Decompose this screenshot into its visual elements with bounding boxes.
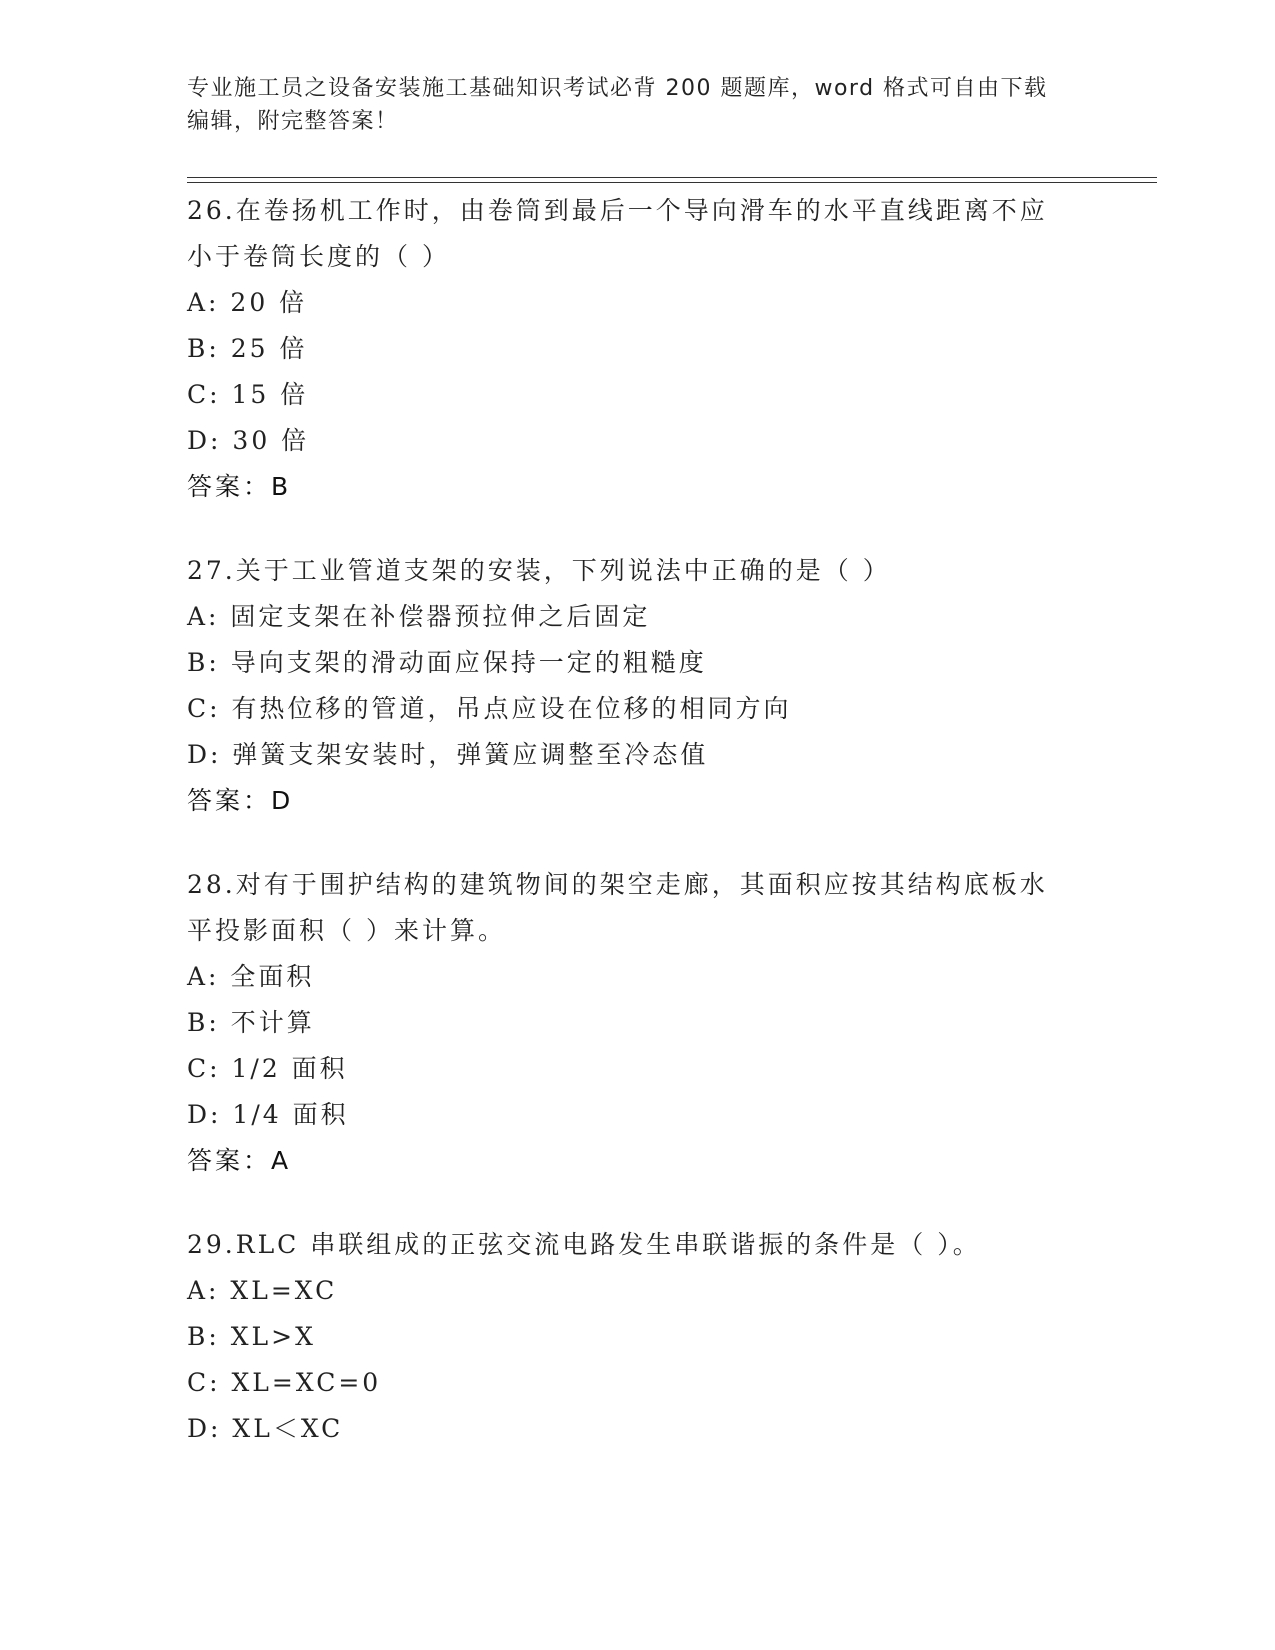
question-28 [187, 862, 1087, 1184]
document-header [187, 72, 1087, 138]
option-d: D: 弹簧支架安装时，弹簧应调整至冷态值 [187, 740, 709, 769]
answer-text: 答案：D [187, 786, 294, 815]
option-c: C: 1/2 面积 [187, 1054, 348, 1083]
option-d: D: XL＜XC [187, 1414, 344, 1443]
question-stem: 28.对有于围护结构的建筑物间的架空走廊，其面积应按其结构底板水 [187, 870, 1048, 899]
option-b: B: 25 倍 [187, 334, 308, 363]
question-list [187, 188, 1087, 1490]
question-27 [187, 548, 1087, 824]
option-b: B: 导向支架的滑动面应保持一定的粗糙度 [187, 648, 707, 677]
option-b: B: XL>X [187, 1322, 316, 1351]
option-b: B: 不计算 [187, 1008, 315, 1037]
option-c: C: 有热位移的管道，吊点应设在位移的相同方向 [187, 694, 792, 723]
question-stem-continued: 小于卷筒长度的（ ） [187, 242, 450, 271]
question-26 [187, 188, 1087, 510]
answer-text: 答案：A [187, 1146, 292, 1175]
option-a: A: 全面积 [187, 962, 315, 991]
option-c: C: 15 倍 [187, 380, 309, 409]
option-a: A: 固定支架在补偿器预拉伸之后固定 [187, 602, 651, 631]
header-divider-top [187, 177, 1157, 178]
header-line-2: 编辑，附完整答案！ [187, 109, 399, 134]
option-d: D: 30 倍 [187, 426, 310, 455]
header-divider-bottom [187, 182, 1157, 183]
option-a: A: XL=XC [187, 1276, 338, 1305]
question-stem: 27.关于工业管道支架的安装，下列说法中正确的是（ ） [187, 556, 891, 585]
option-c: C: XL=XC=0 [187, 1368, 382, 1397]
header-line-1: 专业施工员之设备安装施工基础知识考试必背 200 题题库，word 格式可自由下载 [187, 76, 1048, 101]
option-d: D: 1/4 面积 [187, 1100, 349, 1129]
answer-text: 答案：B [187, 472, 292, 501]
question-stem-continued: 平投影面积（ ）来计算。 [187, 916, 506, 945]
question-stem: 26.在卷扬机工作时，由卷筒到最后一个导向滑车的水平直线距离不应 [187, 196, 1048, 225]
question-29 [187, 1222, 1087, 1452]
question-stem: 29.RLC 串联组成的正弦交流电路发生串联谐振的条件是（ ）。 [187, 1230, 981, 1259]
option-a: A: 20 倍 [187, 288, 308, 317]
